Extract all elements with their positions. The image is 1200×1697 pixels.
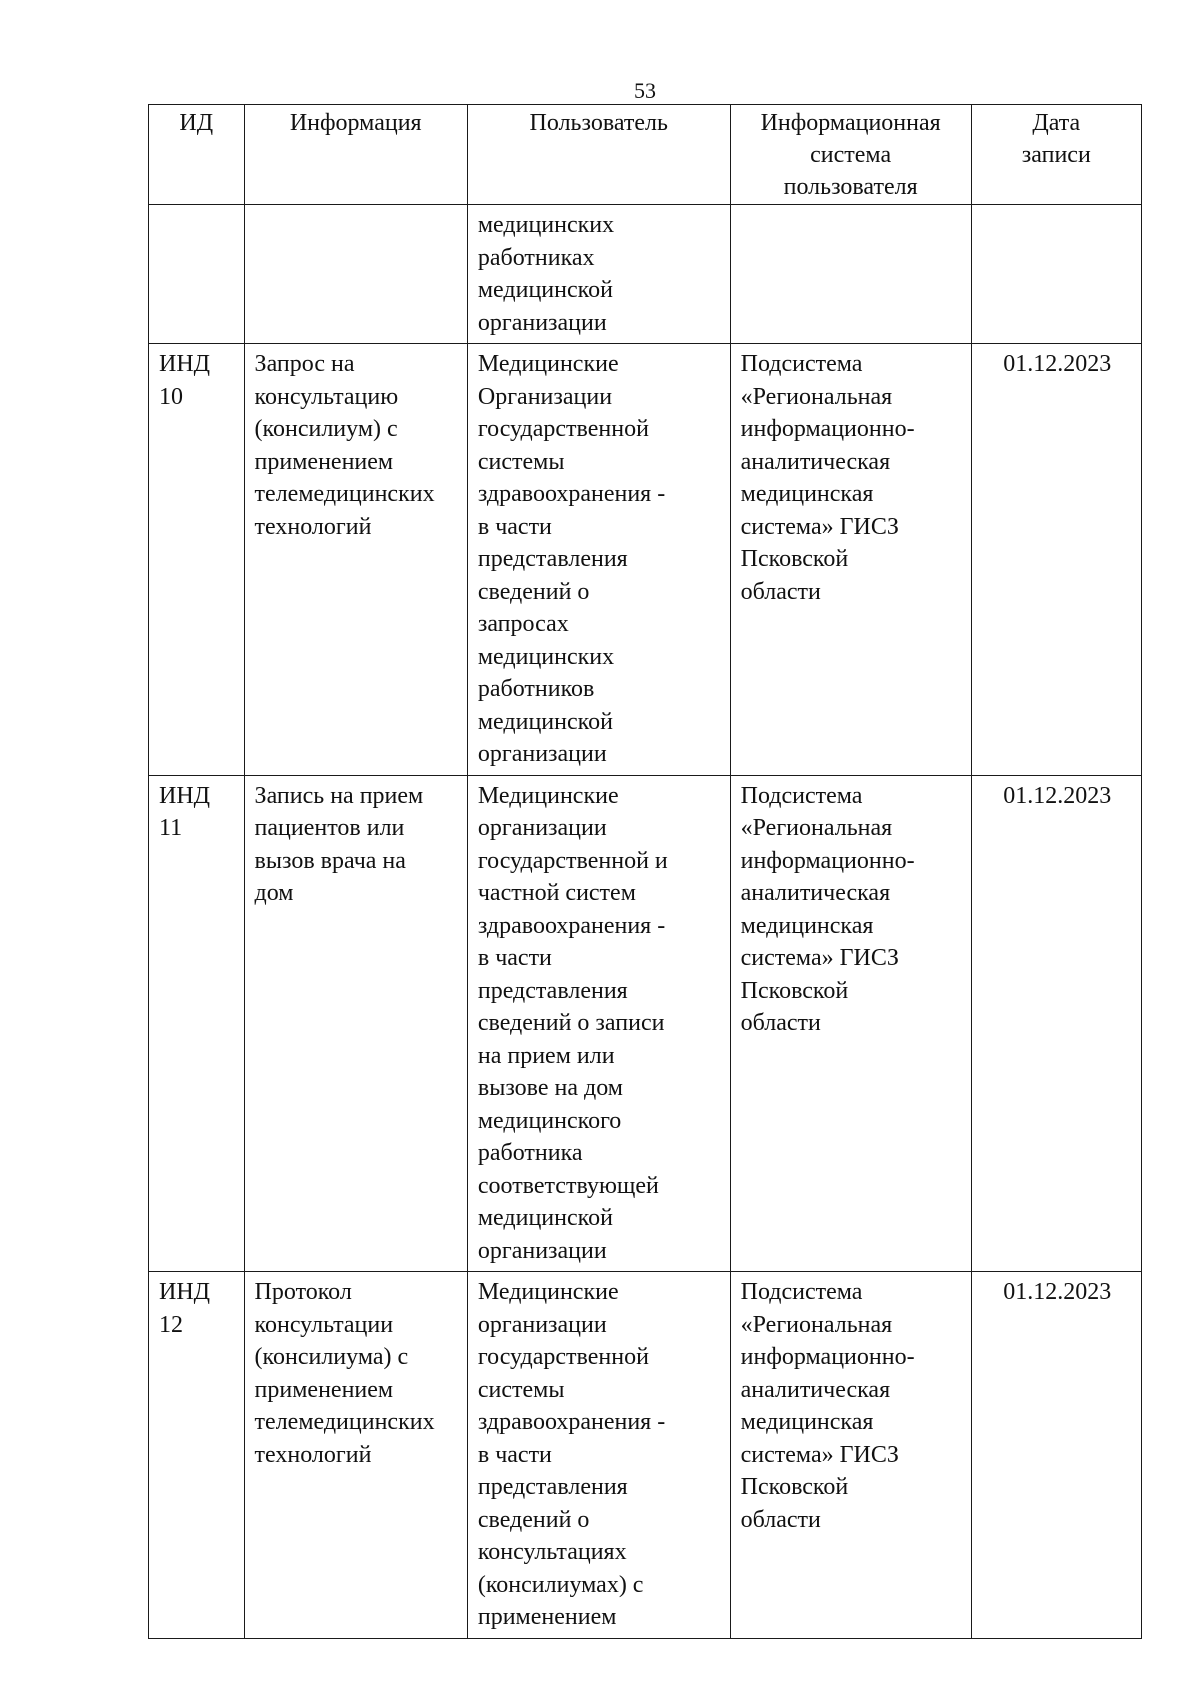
registry-table (148, 104, 1142, 1639)
table-row (149, 775, 1142, 1272)
header-id: ИД (149, 105, 245, 205)
cell-user: Медицинские Организации государственной системы здравоохранения - в части представления сведений о запросах медицинских работников медицинской организации (467, 344, 730, 776)
cell-system: Подсистема «Региональная информационно- аналитическая медицинская система» ГИСЗ Псковской области (730, 344, 971, 776)
cell-date: 01.12.2023 (971, 344, 1141, 776)
cell-id: ИНД 12 (149, 1272, 245, 1639)
cell-system: Подсистема «Региональная информационно- аналитическая медицинская система» ГИСЗ Псковской области (730, 1272, 971, 1639)
cell-date: 01.12.2023 (971, 1272, 1141, 1639)
cell-info: Протокол консультации (консилиума) с применением телемедицинских технологий (244, 1272, 467, 1639)
cell-system (730, 205, 971, 344)
cell-date: 01.12.2023 (971, 775, 1141, 1272)
page-number: 53 (634, 78, 656, 103)
header-user: Пользователь (467, 105, 730, 205)
header-system: Информационная система пользователя (730, 105, 971, 205)
cell-info: Запись на прием пациентов или вызов врача на дом (244, 775, 467, 1272)
header-date: Дата записи (971, 105, 1141, 205)
cell-id (149, 205, 245, 344)
cell-info (244, 205, 467, 344)
cell-system: Подсистема «Региональная информационно- аналитическая медицинская система» ГИСЗ Псковской области (730, 775, 971, 1272)
cell-date (971, 205, 1141, 344)
table-header-row (149, 105, 1142, 205)
table-row (149, 344, 1142, 776)
cell-user: медицинских работниках медицинской организации (467, 205, 730, 344)
cell-user: Медицинские организации государственной системы здравоохранения - в части представления сведений о консультациях (консилиумах) с применением (467, 1272, 730, 1639)
cell-id: ИНД 10 (149, 344, 245, 776)
cell-id: ИНД 11 (149, 775, 245, 1272)
table-row (149, 205, 1142, 344)
cell-user: Медицинские организации государственной и частной систем здравоохранения - в части представления сведений о записи на прием или вызове на дом медицинского работника соответствующей медицинской организации (467, 775, 730, 1272)
header-info: Информация (244, 105, 467, 205)
table-row (149, 1272, 1142, 1639)
cell-info: Запрос на консультацию (консилиум) с применением телемедицинских технологий (244, 344, 467, 776)
